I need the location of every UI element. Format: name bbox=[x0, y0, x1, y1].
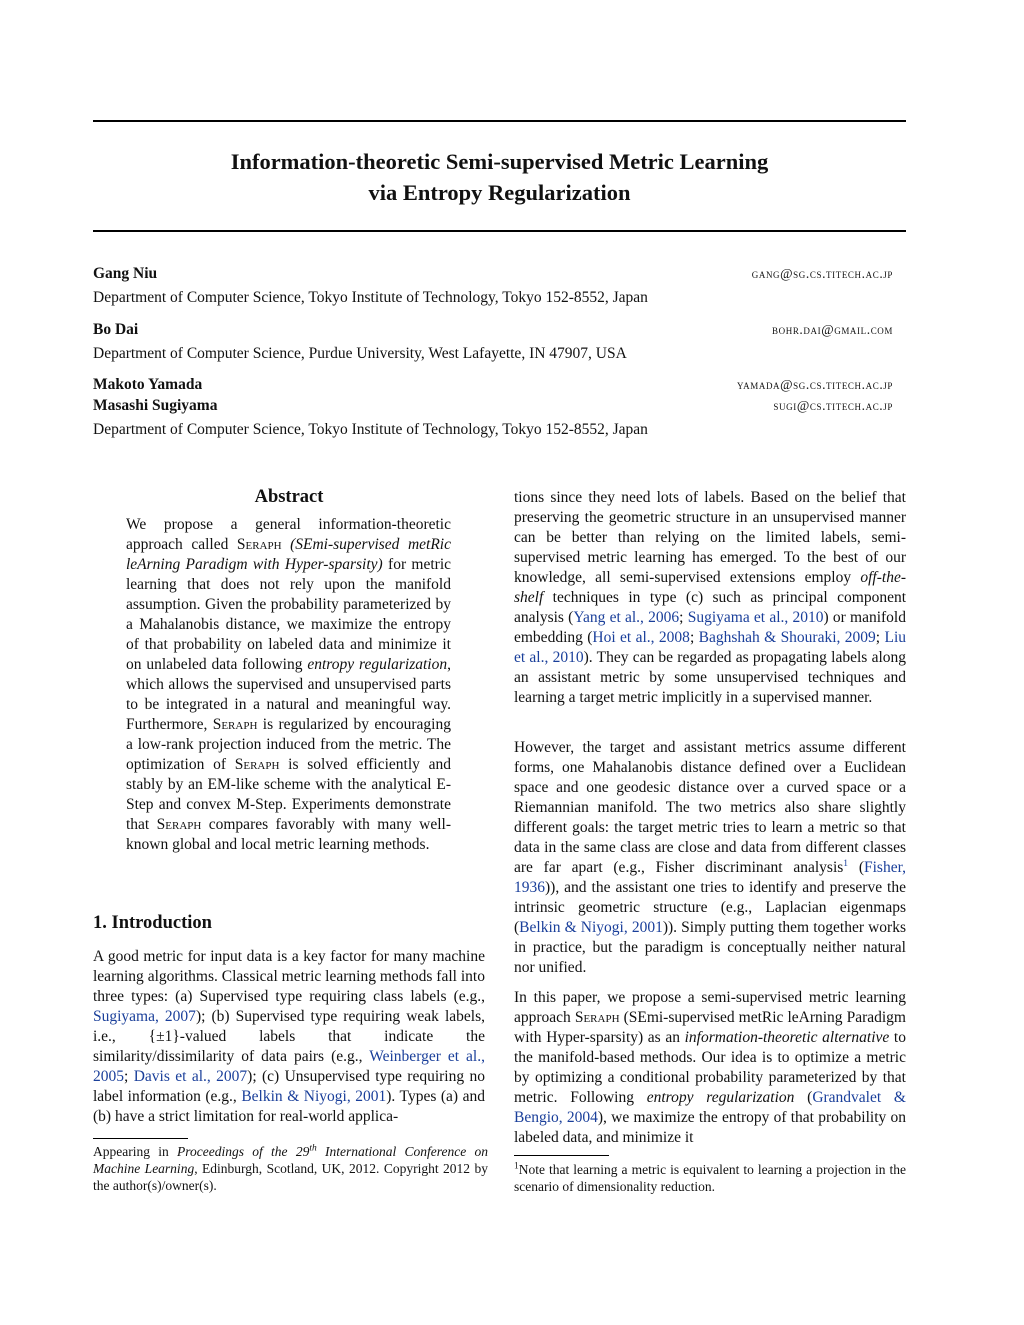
citation-link[interactable]: Grandvalet & Bengio, 2004 bbox=[514, 1089, 906, 1126]
author-email: yamada@sg.cs.titech.ac.jp bbox=[737, 377, 893, 392]
citation-link[interactable]: Davis et al., 2007 bbox=[133, 1068, 248, 1085]
author-email: bohr.dai@gmail.com bbox=[772, 322, 893, 337]
author-name: Masashi Sugiyama bbox=[93, 397, 218, 414]
intro-paragraph: A good metric for input data is a key factor for many machine learning algorithms. Classical metric learning methods fall into three types: (a) Supervised type requiring class labels (e.g., Sugiyama, 2007); (b) Supervised type requiring weak labels, i.e., {±1}-valued labels that indicate the similarity/dissimilarity of data pairs (e.g., Weinberger et al., 2005; Davis et al., 2007); (c) Unsupervised type requiring no label information (e.g., Belkin & Niyogi, 2001). Types (a) and (b) have a strict limitation for real-world applica- bbox=[93, 948, 486, 1125]
body-paragraph-2: However, the target and assistant metrics assume different forms, one Mahalanobis distance defined over a Euclidean space and one geodesic distance over a curved space or a Riemannian manifold. The two metrics also share slightly different goals: the target metric tries to learn a metric so that data in the same class are close and data from different classes are far apart (e.g., Fisher discriminant analysis$^1$ (Fisher, 1936)), and the assistant one tries to identify and preserve the intrinsic geometric structure (e.g., Laplacian eigenmaps (Belkin & Niyogi, 2001)). Simply putting them together works in practice, but the paradigm is conceptually neither natural nor unified. bbox=[514, 739, 906, 976]
citation-link[interactable]: Sugiyama et al., 2010 bbox=[687, 609, 824, 626]
author-email: sugi@cs.titech.ac.jp bbox=[773, 398, 893, 413]
section-heading-introduction: 1. Introduction bbox=[93, 913, 212, 933]
footnote-1: $^1$Note that learning a metric is equivalent to learning a projection in the scenario of dimensionality reduction. bbox=[514, 1161, 906, 1194]
footnote-mark[interactable]: 1 bbox=[843, 858, 849, 869]
citation-link[interactable]: Liu et al., 2010 bbox=[514, 629, 907, 666]
citation-link[interactable]: Fisher, 1936 bbox=[514, 859, 906, 896]
author-affiliation: Department of Computer Science, Tokyo Institute of Technology, Tokyo 152-8552, Japan bbox=[93, 421, 648, 438]
body-paragraph-1: tions since they need lots of labels. Based on the belief that preserving the geometric structure in an unsupervised manner can be better than relying on the limited labels, semi-supervised metric learning has emerged. To the best of our knowledge, all semi-supervised extensions employ off-the-shelf techniques in type (c) such as principal component analysis (Yang et al., 2006; Sugiyama et al., 2010) or manifold embedding (Hoi et al., 2008; Baghshah & Shouraki, 2009; Liu et al., 2010). They can be regarded as propagating labels along an assistant metric by some unsupervised techniques and learning a target metric implicitly in a supervised manner. bbox=[514, 489, 907, 706]
footnote-rule bbox=[93, 1138, 188, 1139]
title-bottom-rule bbox=[93, 230, 906, 232]
top-rule bbox=[93, 120, 906, 122]
author-email: gang@sg.cs.titech.ac.jp bbox=[751, 266, 893, 281]
citation-link[interactable]: Sugiyama, 2007 bbox=[93, 1008, 196, 1025]
footnote-rule bbox=[514, 1155, 609, 1156]
author-affiliation: Department of Computer Science, Purdue University, West Lafayette, IN 47907, USA bbox=[93, 345, 627, 362]
abstract-heading: Abstract bbox=[254, 487, 324, 507]
author-affiliation: Department of Computer Science, Tokyo Institute of Technology, Tokyo 152-8552, Japan bbox=[93, 289, 648, 306]
author-name: Makoto Yamada bbox=[93, 376, 203, 393]
conference-footnote: Appearing in Proceedings of the 29th International Conference on Machine Learning, Edinburgh, Scotland, UK, 2012. Copyright 2012 by the author(s)/owner(s). bbox=[93, 1143, 488, 1193]
citation-link[interactable]: Hoi et al., 2008 bbox=[592, 629, 690, 646]
citation-link[interactable]: Weinberger et al., 2005 bbox=[93, 1048, 485, 1085]
body-paragraph-3: In this paper, we propose a semi-supervised metric learning approach Seraph (SEmi-supervised metRic leArning Paradigm with Hyper-sparsity) as an information-theoretic alternative to the manifold-based methods. Our idea is to optimize a metric by optimizing a conditional probability parameterized by that metric. Following entropy regularization (Grandvalet & Bengio, 2004), we maximize the entropy of that probability on labeled data, and minimize it bbox=[514, 989, 906, 1146]
citation-link[interactable]: Yang et al., 2006 bbox=[573, 609, 680, 626]
paper-title: Information-theoretic Semi-supervised Metric Learning via Entropy Regularization bbox=[230, 149, 769, 205]
citation-link[interactable]: Belkin & Niyogi, 2001 bbox=[241, 1088, 387, 1105]
author-name: Gang Niu bbox=[93, 265, 158, 282]
abstract-body: We propose a general information-theoretic approach called Seraph (SEmi-supervised metRic leArning Paradigm with Hyper-sparsity) for metric learning that does not rely upon the manifold assumption. Given the probability parameterized by a Mahalanobis distance, we maximize the entropy of that probability on labeled data and minimize it on unlabeled data following entropy regularization, which allows the supervised and unsupervised parts to be integrated in a natural and meaningful way. Furthermore, Seraph is regularized by encouraging a low-rank projection induced from the metric. The optimization of Seraph is solved efficiently and stably by an EM-like scheme with the analytical E-Step and convex M-Step. Experiments demonstrate that Seraph compares favorably with many well-known global and local metric learning methods. bbox=[126, 516, 452, 853]
citation-link[interactable]: Belkin & Niyogi, 2001 bbox=[519, 919, 663, 936]
author-name: Bo Dai bbox=[93, 321, 139, 338]
citation-link[interactable]: Baghshah & Shouraki, 2009 bbox=[698, 629, 876, 646]
